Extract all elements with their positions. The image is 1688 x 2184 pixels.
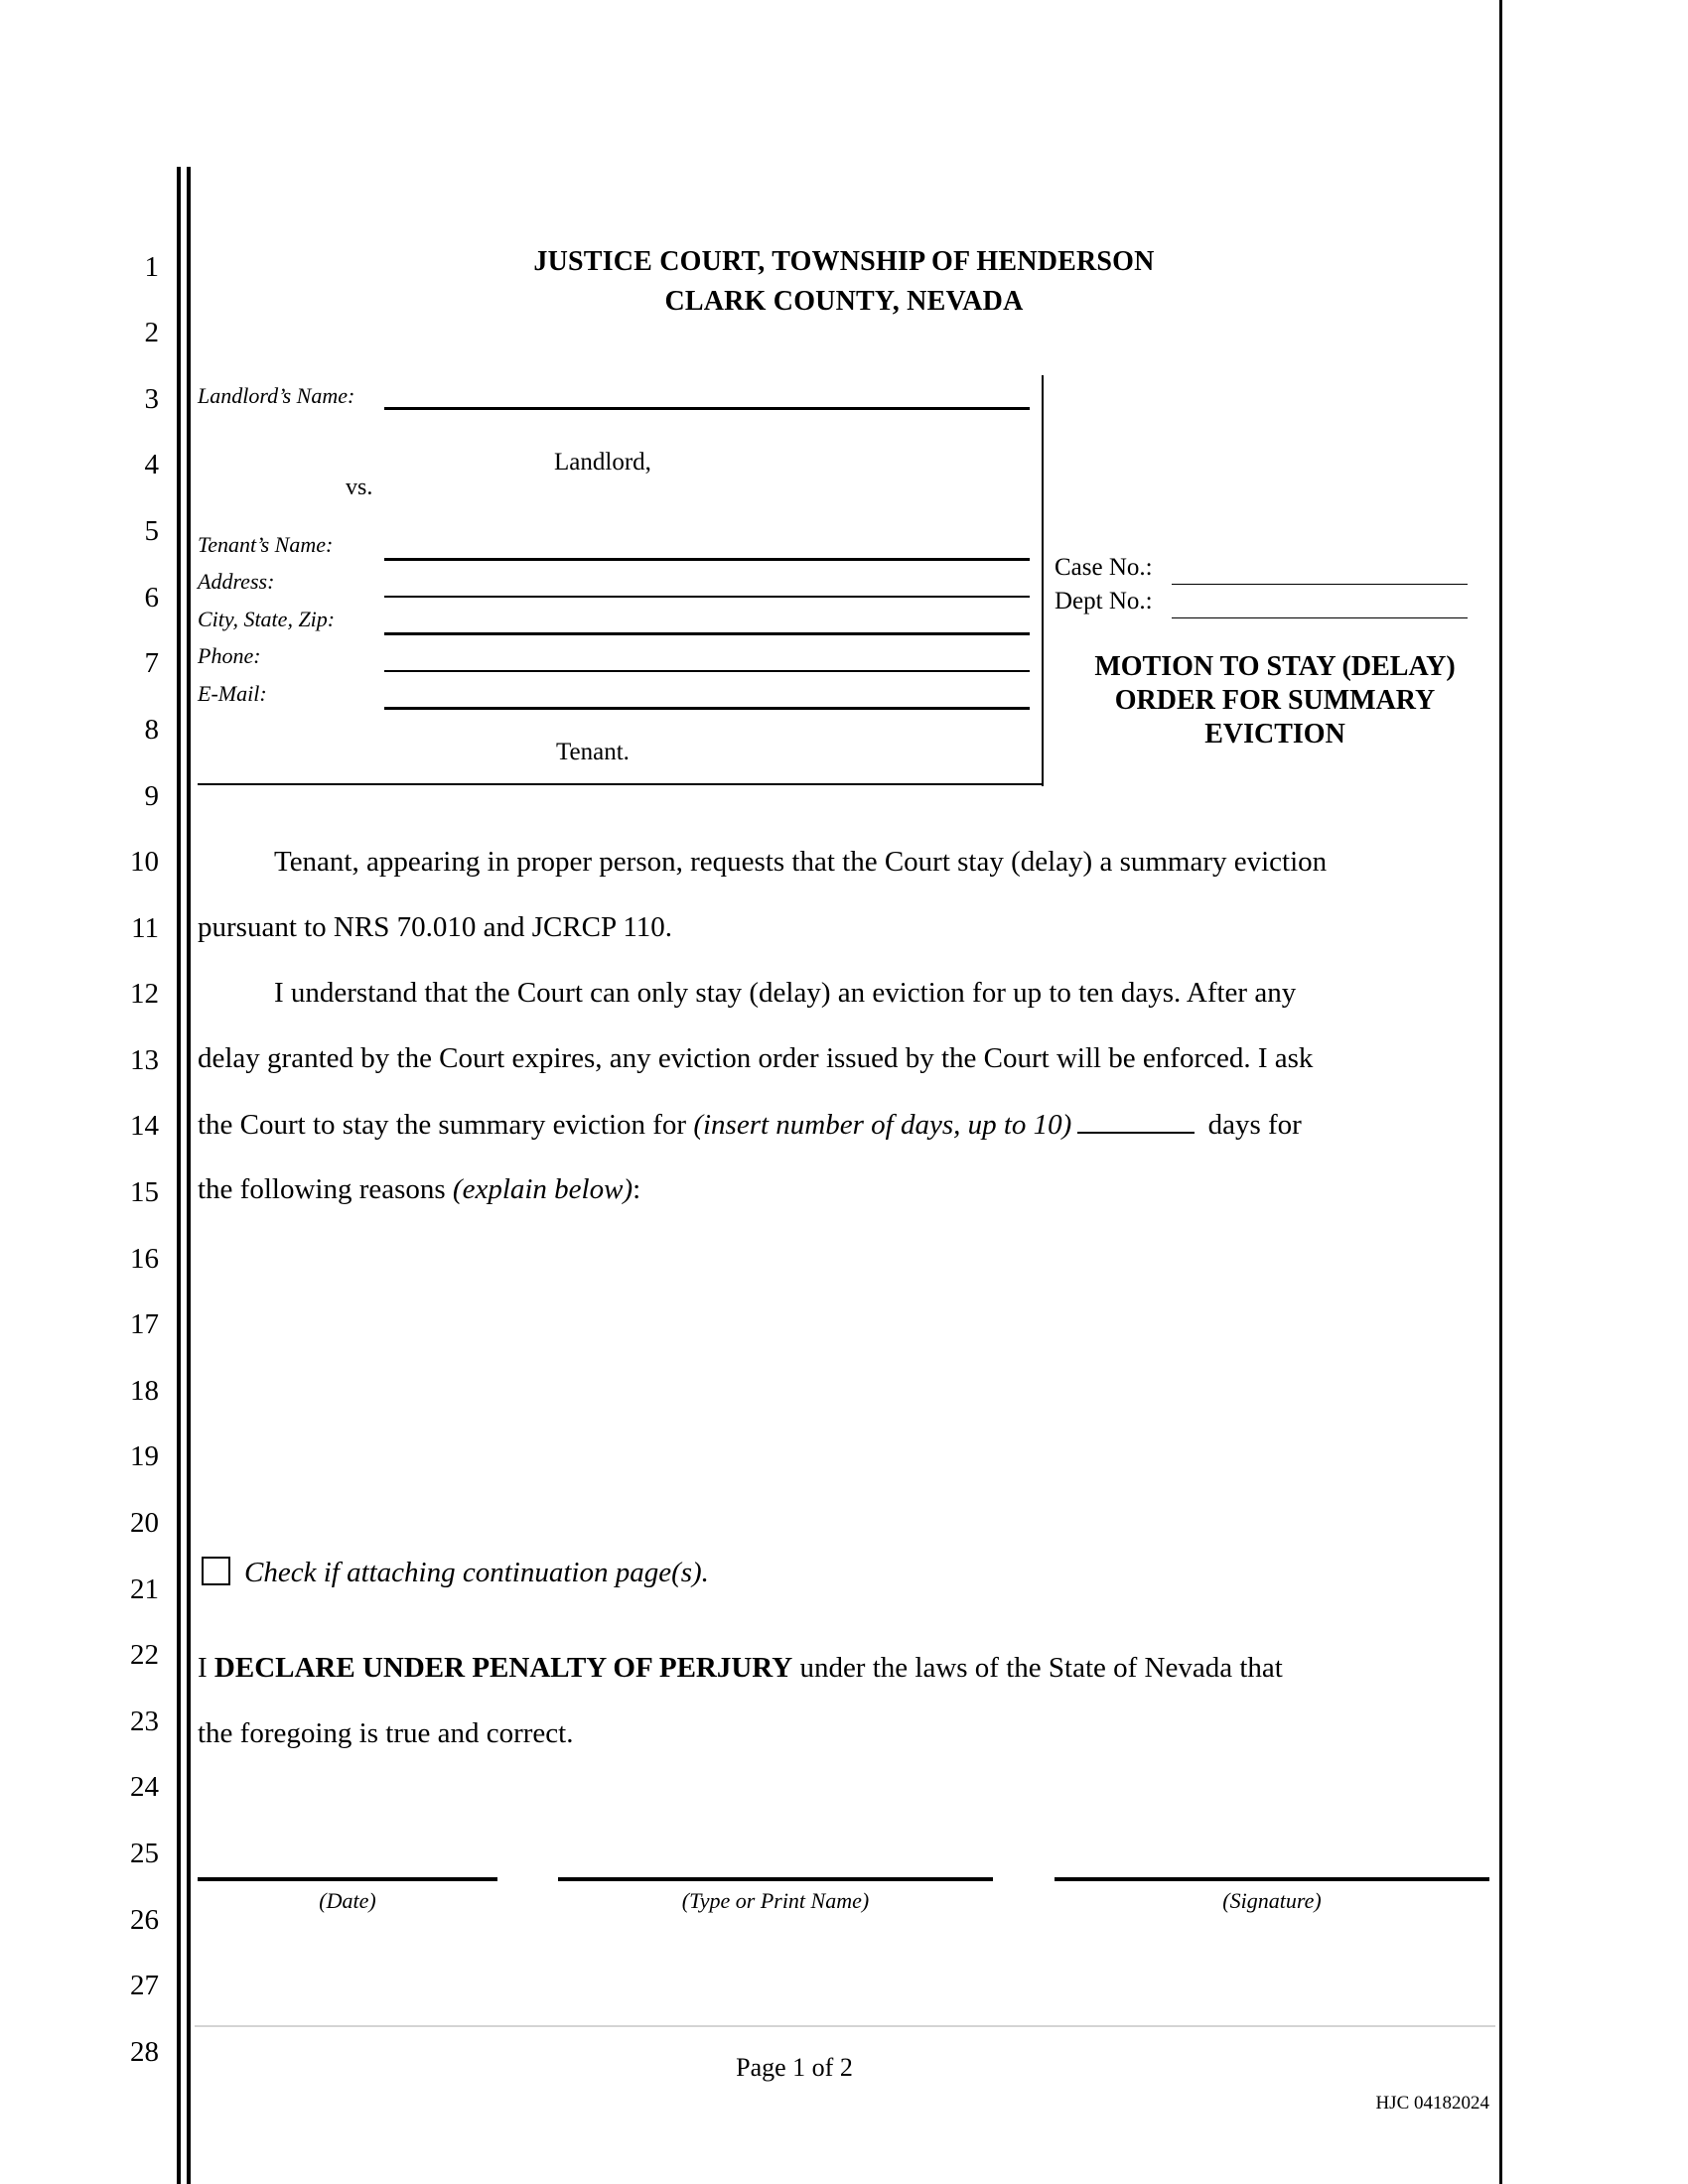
page-number: Page 1 of 2 — [736, 2053, 853, 2082]
body-text: pursuant to NRS 70.010 and JCRCP 110. — [198, 911, 673, 943]
right-margin-rule — [1499, 0, 1502, 2184]
line-number: 25 — [130, 1838, 159, 1869]
line-number: 24 — [130, 1771, 159, 1803]
landlord-name-label: Landlord’s Name: — [198, 383, 355, 408]
line-number: 11 — [131, 912, 159, 944]
body-text: the following reasons — [198, 1173, 453, 1205]
dept-no-field[interactable] — [1172, 617, 1468, 618]
print-name-label: (Type or Print Name) — [681, 1888, 870, 1913]
declaration-prefix: I — [198, 1652, 214, 1684]
line-number: 17 — [130, 1308, 159, 1340]
left-margin-rule-outer — [177, 167, 181, 2184]
footer-divider — [195, 2025, 1495, 2027]
case-no-field[interactable] — [1172, 584, 1468, 585]
document-title-line2: ORDER FOR SUMMARY — [1114, 685, 1436, 716]
body-paragraph2-line1 — [274, 979, 1565, 1008]
caption-box-bottom-border — [198, 783, 1044, 785]
document-title-line1: MOTION TO STAY (DELAY) — [1094, 651, 1456, 682]
body-text: days for — [1200, 1109, 1302, 1141]
signature-label: (Signature) — [1222, 1888, 1322, 1913]
form-id: HJC 04182024 — [1375, 2093, 1489, 2114]
declaration-rest: under the laws of the State of Nevada that — [792, 1652, 1283, 1684]
days-field[interactable] — [1077, 1110, 1195, 1134]
declaration-line1 — [198, 1654, 1488, 1683]
tenant-name-label: Tenant’s Name: — [198, 532, 334, 557]
body-text: delay granted by the Court expires, any eviction order issued by the Court will be enforced. I ask — [198, 1042, 1314, 1074]
declaration-bold: DECLARE UNDER PENALTY OF PERJURY — [213, 1652, 793, 1684]
landlord-role-label: Landlord, — [554, 449, 651, 476]
county-heading: CLARK COUNTY, NEVADA — [664, 286, 1024, 317]
line-number: 7 — [144, 647, 159, 679]
date-field[interactable] — [198, 1877, 497, 1881]
document-title — [1055, 650, 1495, 751]
left-margin-rule-inner — [187, 167, 191, 2184]
line-number: 16 — [130, 1243, 159, 1275]
tenant-address-label: Address: — [198, 569, 275, 594]
body-text: I understand that the Court can only stay (delay) an eviction for up to ten days. After any — [274, 977, 1297, 1009]
body-paragraph2-line4 — [198, 1175, 1488, 1204]
line-number: 19 — [130, 1440, 159, 1472]
tenant-name-field[interactable] — [384, 558, 1030, 561]
print-name-field[interactable] — [558, 1877, 993, 1881]
date-label: (Date) — [319, 1888, 376, 1913]
dept-no-label: Dept No.: — [1055, 588, 1153, 614]
tenant-address-field[interactable] — [384, 596, 1030, 598]
days-instruction: (insert number of days, up to 10) — [693, 1109, 1072, 1141]
tenant-city-state-zip-label: City, State, Zip: — [198, 607, 336, 631]
line-number: 12 — [130, 978, 159, 1010]
line-number: 1 — [144, 251, 159, 283]
landlord-name-field[interactable] — [384, 407, 1030, 410]
body-paragraph1-line1 — [274, 848, 1565, 877]
line-number: 26 — [130, 1904, 159, 1936]
signature-field[interactable] — [1055, 1877, 1489, 1881]
document-title-line3: EVICTION — [1204, 719, 1345, 750]
tenant-email-label: E-Mail: — [198, 681, 267, 706]
explain-instruction: (explain below) — [452, 1173, 633, 1205]
reasons-text-area[interactable] — [198, 1231, 1488, 1529]
line-number: 6 — [144, 582, 159, 614]
line-number: 14 — [130, 1110, 159, 1142]
line-number: 23 — [130, 1706, 159, 1737]
line-number: 18 — [130, 1375, 159, 1407]
tenant-phone-field[interactable] — [384, 670, 1030, 672]
case-no-label: Case No.: — [1055, 554, 1153, 581]
body-paragraph2-line3 — [198, 1110, 1488, 1140]
tenant-role-label: Tenant. — [556, 739, 630, 765]
body-text: : — [633, 1173, 641, 1205]
tenant-email-field[interactable] — [384, 707, 1030, 710]
line-number: 22 — [130, 1639, 159, 1671]
vs-label: vs. — [346, 475, 373, 500]
line-number: 21 — [130, 1573, 159, 1605]
line-number: 20 — [130, 1507, 159, 1539]
body-paragraph2-line2 — [198, 1044, 1488, 1073]
line-number: 5 — [144, 515, 159, 547]
line-number: 28 — [130, 2036, 159, 2068]
line-number: 3 — [144, 383, 159, 415]
continuation-label: Check if attaching continuation page(s). — [244, 1557, 709, 1588]
body-paragraph1-line2 — [198, 913, 1488, 942]
court-name-heading: JUSTICE COURT, TOWNSHIP OF HENDERSON — [533, 246, 1155, 277]
declaration-line2: the foregoing is true and correct. — [198, 1717, 574, 1749]
line-number: 15 — [130, 1176, 159, 1208]
line-number: 10 — [130, 846, 159, 878]
line-number: 13 — [130, 1044, 159, 1076]
tenant-phone-label: Phone: — [198, 643, 261, 668]
tenant-city-state-zip-field[interactable] — [384, 632, 1030, 635]
body-text: Tenant, appearing in proper person, requests that the Court stay (delay) a summary eviction — [274, 846, 1328, 878]
line-number: 2 — [144, 317, 159, 348]
caption-box-right-border — [1042, 375, 1044, 786]
line-number: 4 — [144, 449, 159, 480]
line-number: 27 — [130, 1970, 159, 2001]
body-text: the Court to stay the summary eviction for — [198, 1109, 694, 1141]
line-number: 9 — [144, 780, 159, 812]
line-number: 8 — [144, 714, 159, 746]
continuation-checkbox[interactable] — [202, 1557, 230, 1585]
